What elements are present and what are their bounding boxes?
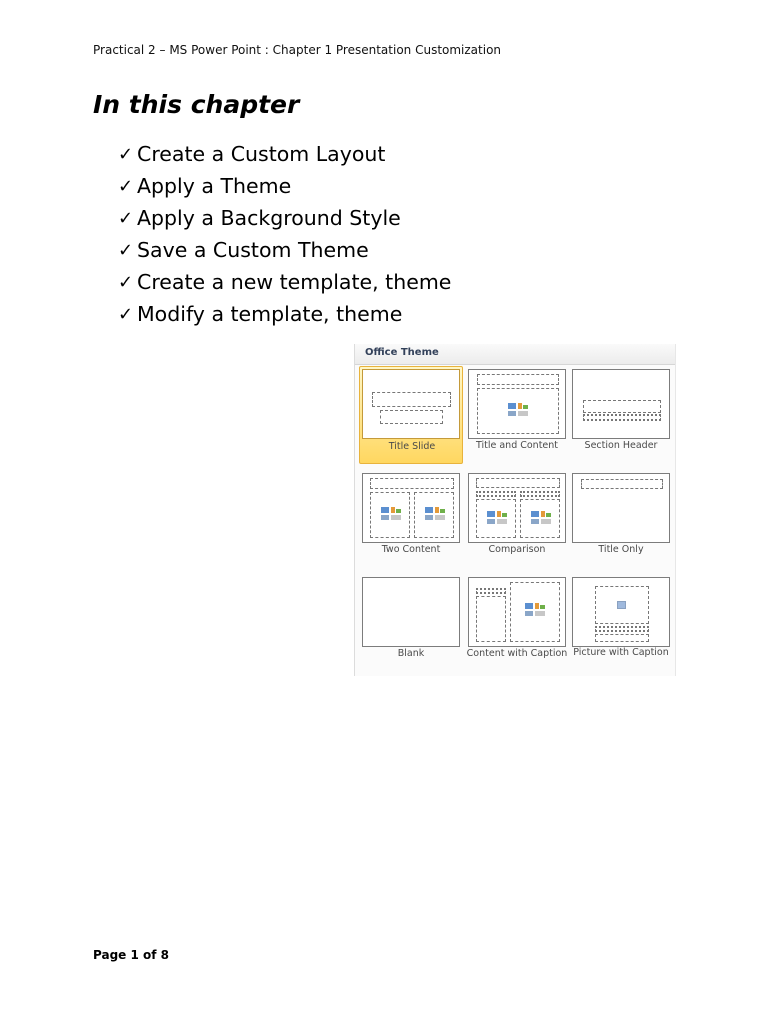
layout-section-header[interactable] xyxy=(569,366,673,464)
objectives-list xyxy=(118,138,451,330)
title-placeholder xyxy=(477,374,559,385)
list-item xyxy=(118,202,451,234)
layout-title-and-content[interactable] xyxy=(465,366,569,464)
objective-text: Apply a Theme xyxy=(137,174,292,198)
checkmark-icon: ✓ xyxy=(118,175,134,197)
layout-label: Title and Content xyxy=(475,440,559,451)
gallery-header xyxy=(355,344,675,365)
chapter-heading: In this chapter xyxy=(93,90,300,119)
layout-label: Title Slide xyxy=(388,441,436,452)
layout-content-with-caption[interactable] xyxy=(465,574,569,672)
content-icons xyxy=(381,507,401,520)
title-placeholder xyxy=(372,392,451,407)
title-placeholder xyxy=(581,479,663,489)
heading-placeholder xyxy=(476,491,516,497)
title-placeholder xyxy=(370,478,454,489)
content-icons xyxy=(525,603,545,616)
list-item xyxy=(118,234,451,266)
layout-label: Two Content xyxy=(381,544,441,555)
title-placeholder xyxy=(476,588,506,594)
text-placeholder xyxy=(476,596,506,642)
content-icons xyxy=(425,507,445,520)
objective-text: Apply a Background Style xyxy=(137,206,401,230)
layout-comparison[interactable] xyxy=(465,470,569,568)
layout-label: Title Only xyxy=(598,544,644,555)
checkmark-icon: ✓ xyxy=(118,303,134,325)
content-placeholder xyxy=(476,499,516,538)
layout-title-only[interactable] xyxy=(569,470,673,568)
document-header: Practical 2 – MS Power Point : Chapter 1 Presentation Customization xyxy=(93,43,502,57)
content-placeholder xyxy=(510,582,560,642)
page-number: Page 1 of 8 xyxy=(93,948,169,962)
picture-icon xyxy=(617,601,626,609)
content-placeholder xyxy=(414,492,454,538)
layout-picture-with-caption[interactable] xyxy=(569,574,673,672)
objective-text: Create a new template, theme xyxy=(137,270,452,294)
layout-blank[interactable] xyxy=(359,574,463,672)
gallery-title: Office Theme xyxy=(365,347,439,358)
checkmark-icon: ✓ xyxy=(118,207,134,229)
layout-label: Section Header xyxy=(584,440,658,451)
list-item xyxy=(118,138,451,170)
list-item xyxy=(118,266,451,298)
layout-thumbnail xyxy=(468,369,566,439)
content-icons xyxy=(487,511,507,524)
layout-two-content[interactable] xyxy=(359,470,463,568)
layout-thumbnail xyxy=(362,369,460,439)
layout-thumbnail xyxy=(468,577,566,647)
objective-text: Modify a template, theme xyxy=(137,302,403,326)
layout-label: Content with Caption xyxy=(466,648,568,659)
layout-thumbnail xyxy=(362,577,460,647)
layout-thumbnail xyxy=(572,473,670,543)
list-item xyxy=(118,298,451,330)
title-placeholder xyxy=(595,626,649,632)
layout-thumbnail xyxy=(572,369,670,439)
layout-gallery xyxy=(354,344,676,676)
objective-text: Create a Custom Layout xyxy=(137,142,386,166)
content-placeholder xyxy=(520,499,560,538)
content-icons xyxy=(508,403,528,416)
subtitle-placeholder xyxy=(380,410,443,424)
layout-thumbnail xyxy=(572,577,670,647)
content-icons xyxy=(531,511,551,524)
layout-thumbnail xyxy=(468,473,566,543)
caption-placeholder xyxy=(595,634,649,642)
layout-label: Blank xyxy=(397,648,425,659)
content-placeholder xyxy=(477,388,559,434)
heading-placeholder xyxy=(520,491,560,497)
objective-text: Save a Custom Theme xyxy=(137,238,369,262)
layout-thumbnail xyxy=(362,473,460,543)
title-placeholder xyxy=(583,400,661,413)
layout-label: Picture with Caption xyxy=(573,647,669,658)
checkmark-icon: ✓ xyxy=(118,271,134,293)
text-placeholder xyxy=(583,414,661,421)
checkmark-icon: ✓ xyxy=(118,143,134,165)
layout-label: Comparison xyxy=(488,544,546,555)
content-placeholder xyxy=(370,492,410,538)
picture-placeholder xyxy=(595,586,649,624)
title-placeholder xyxy=(476,478,560,488)
layout-title-slide[interactable] xyxy=(359,366,463,464)
checkmark-icon: ✓ xyxy=(118,239,134,261)
list-item xyxy=(118,170,451,202)
